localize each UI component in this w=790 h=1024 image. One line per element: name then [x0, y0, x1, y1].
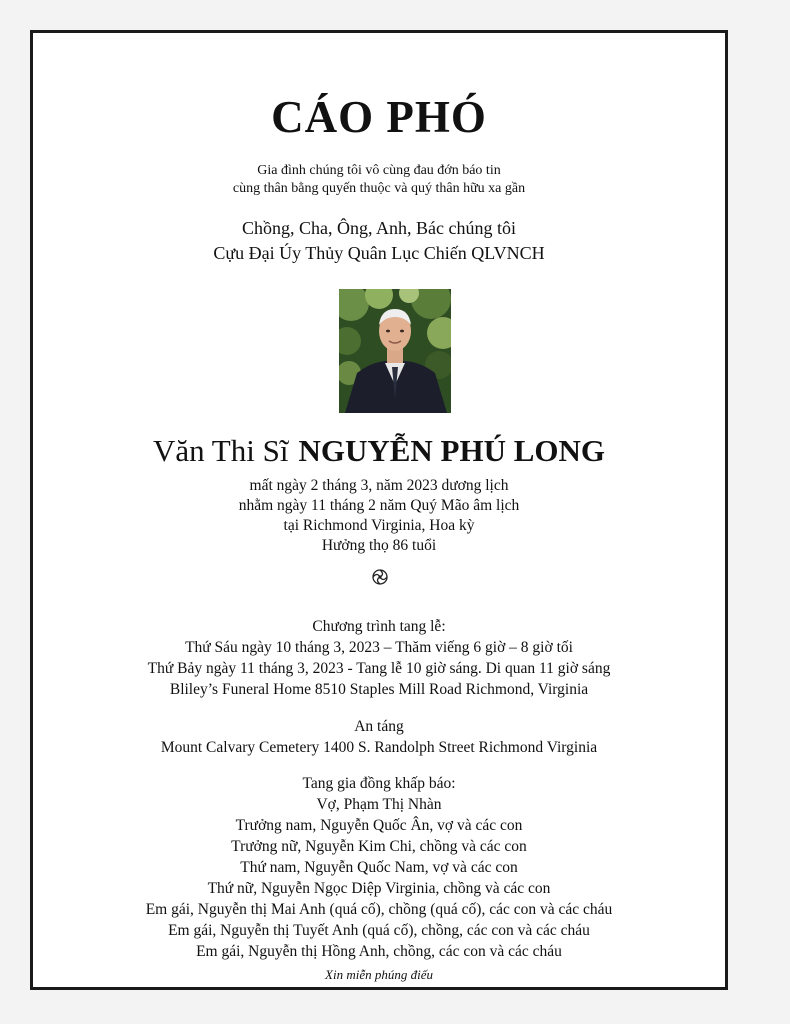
funeral-line: Bliley’s Funeral Home 8510 Staples Mill Road Richmond, Virginia	[169, 681, 589, 698]
swirl-ornament-icon	[371, 568, 389, 586]
relation-line-2: Cựu Đại Úy Thủy Quân Lục Chiến QLVNCH	[213, 243, 545, 263]
closing-note: Xin miễn phúng điếu	[325, 967, 433, 982]
detail-line: Hưởng thọ 86 tuổi	[321, 537, 437, 554]
detail-line: tại Richmond Virginia, Hoa kỳ	[283, 517, 475, 534]
detail-line: nhằm ngày 11 tháng 2 năm Quý Mão âm lịch	[238, 497, 520, 514]
detail-line: mất ngày 2 tháng 3, năm 2023 dương lịch	[249, 477, 509, 494]
deceased-title: Văn Thi Sĩ	[152, 433, 289, 468]
mourner-line: Em gái, Nguyễn thị Tuyết Anh (quá cố), chồng, các con và các cháu	[168, 922, 590, 939]
burial-location: Mount Calvary Cemetery 1400 S. Randolph Street Richmond Virginia	[160, 739, 598, 756]
intro-line-1: Gia đình chúng tôi vô cùng đau đớn báo tin	[257, 163, 501, 178]
mourners-heading: Tang gia đồng khấp báo:	[302, 775, 456, 792]
mourner-line: Trưởng nam, Nguyễn Quốc Ân, vợ và các con	[235, 817, 523, 834]
mourner-line: Em gái, Nguyễn thị Mai Anh (quá cố), chồng (quá cố), các con và các cháu	[145, 901, 613, 918]
mourner-line: Thứ nữ, Nguyễn Ngọc Diệp Virginia, chồng và các con	[207, 880, 551, 897]
mourner-line: Thứ nam, Nguyễn Quốc Nam, vợ và các con	[240, 859, 518, 876]
mourner-line: Vợ, Phạm Thị Nhàn	[316, 796, 442, 813]
obituary-title: CÁO PHÓ	[271, 92, 487, 142]
funeral-line: Thứ Bảy ngày 11 tháng 3, 2023 - Tang lễ 10 giờ sáng. Di quan 11 giờ sáng	[147, 660, 611, 677]
mourner-line: Em gái, Nguyễn thị Hồng Anh, chồng, các con và các cháu	[196, 943, 562, 960]
deceased-name: NGUYỄN PHÚ LONG	[298, 433, 606, 468]
funeral-line: Thứ Sáu ngày 10 tháng 3, 2023 – Thăm viếng 6 giờ – 8 giờ tối	[185, 639, 573, 656]
funeral-heading: Chương trình tang lễ:	[312, 618, 446, 635]
deceased-name-line	[33, 435, 725, 466]
relation-line-1: Chồng, Cha, Ông, Anh, Bác chúng tôi	[242, 218, 516, 238]
intro-line-2: cùng thân bằng quyến thuộc và quý thân hữu xa gần	[232, 181, 526, 196]
obituary-frame	[30, 30, 728, 990]
portrait-photo	[339, 289, 451, 413]
burial-heading: An táng	[354, 718, 404, 735]
mourner-line: Trưởng nữ, Nguyễn Kim Chi, chồng và các con	[231, 838, 527, 855]
